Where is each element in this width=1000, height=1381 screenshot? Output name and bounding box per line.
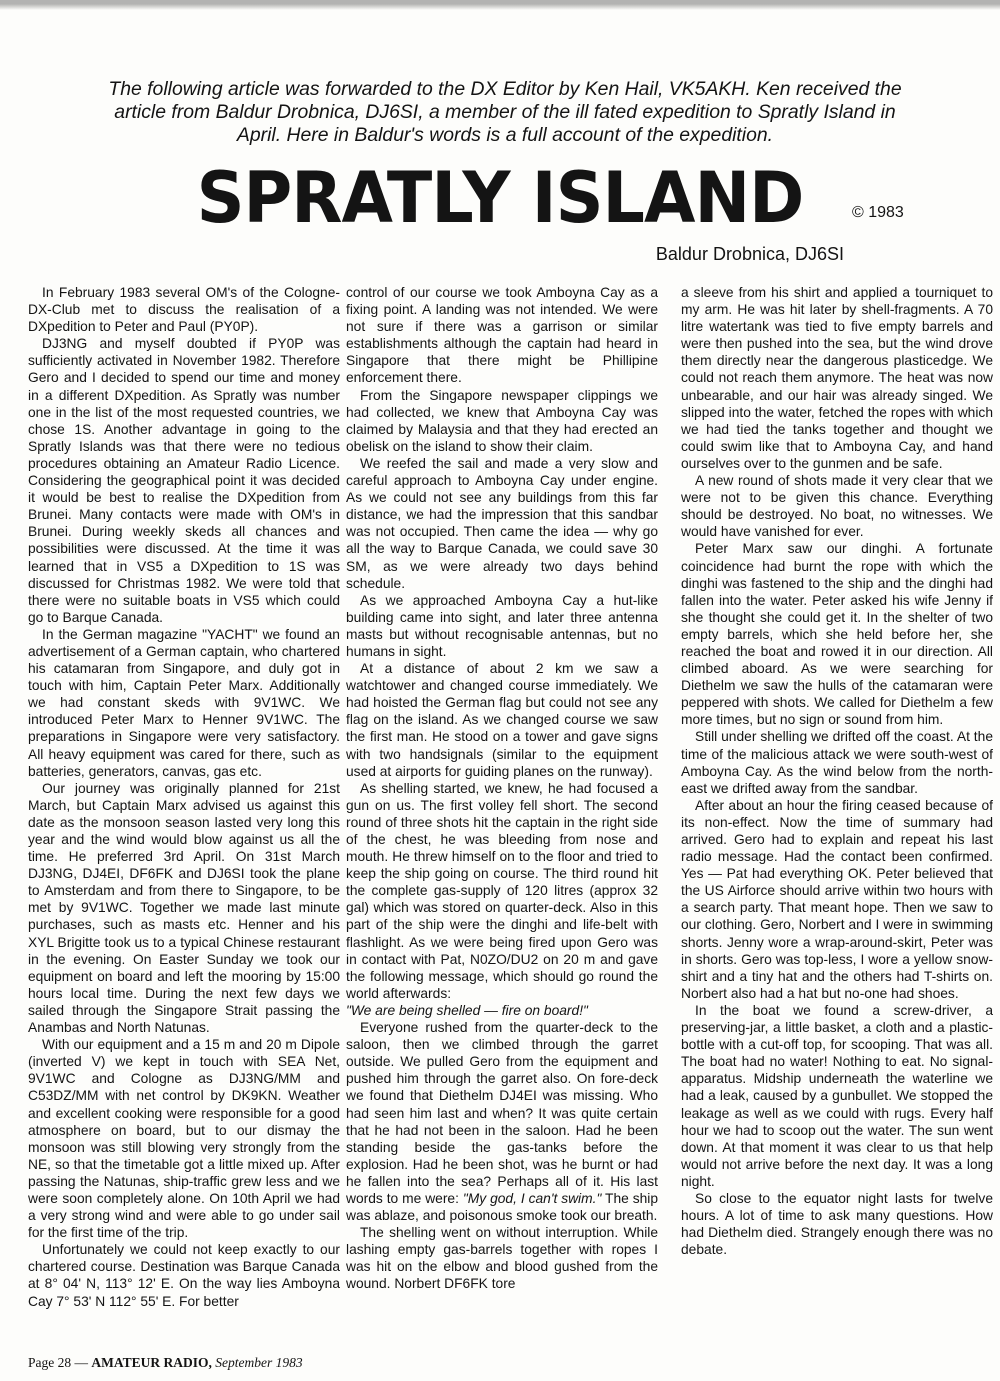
paragraph: Peter Marx saw our dinghi. A fortunate coincidence had burnt the rope with which the dinghi was fastened to the ship and the dinghi had fallen into the water. Peter asked his wife Jenny if she thought she could get it. In the shelter of two empty barrels, which she held before her, she reached the boat and rowed it in our direction. All climbed aboard. As we were searching for Diethelm we saw the hulls of the catamaran were peppered with shots. We called for Diethelm a few more times, but no sign or sound from him.	[681, 541, 993, 728]
radio-message-quote	[346, 1002, 658, 1019]
paragraph: We reefed the sail and made a very slow and careful approach to Amboyna Cay under engine. As we could not see any buildings from this far distance, we had the impression that this sandbar was not occupied. Then came the idea — why go all the way to Barque Canada, we could save 30 SM, as we were already two days behind schedule.	[346, 455, 658, 591]
paragraph	[346, 1019, 658, 1224]
page-footer	[28, 1355, 303, 1371]
paragraph: Our journey was originally planned for 21st March, but Captain Marx advised us against this date as the monsoon season lasted very long this year and the wind would blow against us all the time. He preferred 3rd April. On 31st March DJ3NG, DJ4EI, DF6FK and DJ6SI took the plane to Amsterdam and from there to Singapore, to be met by 9V1WC. Together we made last minute purchases, such as masts etc. Henner and his XYL Brigitte took us to a typical Chinese restaurant in the evening. On Easter Sunday we took our equipment on board and left the mooring by 15:00 hours local time. During the next few days we sailed through the Singapore Strait passing the Anambas and North Natunas.	[28, 780, 340, 1036]
last-words-quote: "My god, I can't swim."	[462, 1190, 602, 1206]
top-edge-shadow	[0, 0, 1000, 10]
quote-text: "We are being shelled — fire on board!"	[346, 1002, 588, 1018]
paragraph-text: Everyone rushed from the quarter-deck to the saloon, then we climbed through the garret outside. We pulled Gero from the equipment and pushed him through the garret also. On fore-deck we found that Diethelm DJ4EI was missing. Who had seen him last and when? It was quite certain that he had not been in the saloon. Had he been standing beside the gas-tanks before the explosion. Had he been shot, was he burnt or had he fallen into the sea? Perhaps all of it. His last words to me were:	[346, 1020, 658, 1206]
article-headline: SPRATLY ISLAND	[196, 157, 804, 239]
paragraph: As we approached Amboyna Cay a hut-like building came into sight, and later three antenna masts but without recognisable antennas, but no humans in sight.	[346, 592, 658, 659]
column-1	[28, 284, 340, 1344]
page-number: Page 28 —	[28, 1355, 88, 1370]
paragraph: a sleeve from his shirt and applied a tourniquet to my arm. He was hit later by shell-fragments. A 70 litre watertank was tied to five empty barrels and were then pushed into the sea, but the wind drove them directly near the dangerous plasticedge. We could not reach them anymore. The heat was now unbearable, and our hair was already singed. We slipped into the water, fetched the ropes with which we had tied the tanks together and thought we could swim like that to Amboyna Cay, and hand ourselves over to the gunmen and be safe.	[681, 285, 993, 471]
paragraph: In February 1983 several OM's of the Cologne-DX-Club met to discuss the realisation of a DXpedition to Peter and Paul (PY0P).	[28, 285, 340, 335]
column-2	[346, 284, 658, 1344]
paragraph: In the boat we found a screw-driver, a preserving-jar, a little basket, a cloth and a plastic-bottle with a cut-off top, for scooping. That was all. The boat had no water! Nothing to eat. No signal-apparatus. Midship underneath the waterline we had a leak, caused by a gunbullet. We stopped the leakage as well as we could with rugs. Every half hour we had to scoop out the water. The sun went down. At that moment it was clear to us that help would not arrive before the next day. It was a long night.	[681, 1002, 993, 1189]
paragraph: Still under shelling we drifted off the coast. At the time of the malicious attack we were south-west of Amboyna Cay. As the wind below from the north-east we drifted away from the sandbar.	[681, 729, 993, 796]
paragraph: The shelling went on without interruption. While lashing empty gas-barrels together with ropes I was hit on the elbow and blood gushed from the wound. Norbert DF6FK tore	[346, 1225, 658, 1292]
author-byline: Baldur Drobnica, DJ6SI	[655, 244, 844, 264]
copyright-notice: © 1983	[852, 204, 904, 221]
column-3	[681, 284, 993, 1344]
paragraph: With our equipment and a 15 m and 20 m Dipole (inverted V) we kept in touch with SEA Net, 9V1WC and Cologne as DJ3NG/MM and C53DZ/MM with net control by DK9KN. Weather and excellent cooking were responsible for a good atmosphere on board, but to our dismay the monsoon was still blowing very strongly from the NE, so that the timetable got a little mixed up. After passing the Natunas, ship-traffic grew less and we were soon completely alone. On 10th April we had a very strong wind and were able to go under sail for the first time of the trip.	[28, 1037, 340, 1241]
paragraph: As shelling started, we knew, he had focused a gun on us. The first volley fell short. The second round of three shots hit the captain in the right side of the chest, he was bleeding from nose and mouth. He threw himself on to the floor and tried to keep the ship going on course. The third round hit the complete gas-supply of 120 litres (approx 32 gal) which was stored on quarter-deck. Also in this part of the ship were the dinghi and life-belt with flashlight. As we were being fired upon Gero was in contact with Pat, N0ZO/DU2 on 20 m and gave the following message, which should go round the world afterwards:	[346, 780, 658, 1001]
paragraph: Unfortunately we could not keep exactly to our chartered course. Destination was Barque Canada at 8° 04' N, 113° 12' E. On the way lies Amboyna Cay 7° 53' N 112° 55' E. For better	[28, 1242, 340, 1309]
article-intro: The following article was forwarded to the DX Editor by Ken Hail, VK5AKH. Ken received the article from Baldur Drobnica, DJ6SI, a member of the ill fated expedition to Spratly Island in April. Here in Baldur's words is a full account of the expedition.	[108, 78, 902, 146]
magazine-name: AMATEUR RADIO,	[91, 1355, 212, 1370]
paragraph: So close to the equator night lasts for twelve hours. A lot of time to ask many questions. How had Diethelm died. Strangely enough there was no debate.	[681, 1190, 993, 1258]
paragraph: control of our course we took Amboyna Cay as a fixing point. A landing was not intended. We were not sure if there was a garrison or similar establishments although the captain had heard in Singapore that there might be Phillipine enforcement there.	[346, 285, 658, 386]
issue-date: September 1983	[215, 1355, 303, 1370]
paragraph-text: The ship was ablaze, and poisonous smoke took our breath.	[346, 1190, 658, 1224]
paragraph: DJ3NG and myself doubted if PY0P was sufficiently activated in November 1982. Therefore Gero and I decided to spend our time and money in a different DXpedition. As Spratly was number one in the list of the most requested countries, we chose 1S. Another advantage in going to the Spratly Islands was that there were no tedious procedures obtaining an Amateur Radio Licence. Considering the geographical point it was decided it would be best to realise the DXpedition from Brunei. Many contacts were made with OM's in Brunei. During weekly skeds all chances and possibilities were discussed. At the time it was learned that in VS5 a DXpedition to 1S was discussed for Christmas 1982. We were told that there were no suitable boats in VS5 which could go to Barque Canada.	[28, 336, 340, 625]
paragraph: A new round of shots made it very clear that we were not to be given this chance. Everything should be destroyed. No boat, no witnesses. We would have vanished for ever.	[681, 473, 993, 540]
paragraph: At a distance of about 2 km we saw a watchtower and changed course immediately. We had hoisted the German flag but could not see any flag on the island. As we changed course we saw the first man. He stood on a tower and gave signs with two handsignals (similar to the equipment used at airports for guiding planes on the runway).	[346, 661, 658, 779]
paragraph: In the German magazine "YACHT" we found an advertisement of a German captain, who chartered his catamaran from Singapore, and duly got in touch with him, Captain Peter Marx. Additionally we had constant skeds with 9V1WC. We introduced Peter Marx to Henner 9V1WC. The preparations in Singapore were very satisfactory. All heavy equipment was cared for there, such as batteries, generators, canvas, gas etc.	[28, 626, 340, 779]
paragraph: From the Singapore newspaper clippings we had collected, we knew that Amboyna Cay was claimed by Malaysia and that they had erected an obelisk on the island to show their claim.	[346, 387, 658, 454]
paragraph: After about an hour the firing ceased because of its non-effect. Now the time of summary had arrived. Gero had to explain and repeat his last radio message. Had the contact been confirmed. Yes — Pat had everything OK. Peter believed that the US Airforce should arrive within two hours with a search party. That meant hope. Then we saw to our clothing. Gero, Norbert and I were in swimming shorts. Jenny wore a wrap-around-skirt, Peter was in shorts. Gero was top-less, I wore a yellow snow-shirt and a tiny hat and the others had T-shirts on. Norbert also had a hat but no-one had shoes.	[681, 797, 993, 1001]
